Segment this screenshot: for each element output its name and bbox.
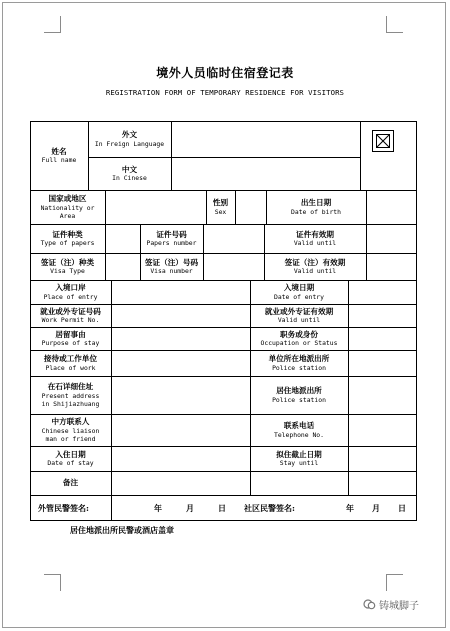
present-address-field[interactable] [111, 376, 250, 414]
visa-valid-label [264, 253, 366, 280]
nationality-field[interactable] [105, 190, 206, 224]
remarks-label-cn: 备注 [62, 478, 79, 488]
occupation-label-cn: 职务或身份 [280, 329, 318, 339]
paper-valid-label-en: Valid until [293, 239, 337, 248]
stay-date-field[interactable] [111, 446, 250, 471]
nationality-label-cn: 国家或地区 [48, 194, 87, 204]
nationality-label-en-line1: Nationality or [40, 203, 95, 212]
signature-row [30, 495, 416, 520]
permit-valid-label-cn: 就业或外专证有效期 [264, 306, 334, 316]
work-place-field[interactable] [111, 350, 250, 376]
visa-number-label-cn: 签证（注）号码 [144, 257, 199, 267]
purpose-label [30, 327, 111, 350]
visa-number-field[interactable] [203, 253, 264, 280]
name-label-cn: 姓名 [51, 146, 67, 156]
visa-type-label-cn: 签证（注）种类 [40, 257, 95, 267]
work-police-station-label [250, 350, 348, 376]
crop-mark-bottom-right [386, 574, 403, 591]
paper-number-field[interactable] [203, 224, 264, 253]
telephone-label-en: Telephone No. [273, 430, 325, 439]
occupation-label-en: Occupation or Status [260, 339, 338, 348]
visa-type-label-en: Visa Type [50, 267, 85, 276]
work-police-station-label-en: Police station [272, 363, 326, 372]
name-label [30, 121, 88, 190]
entry-port-label [30, 280, 111, 304]
photo-icon [376, 134, 390, 148]
chinese-name-label [88, 157, 171, 190]
foreign-police-year: 年 [154, 502, 162, 513]
visa-number-label-en: Visa number [150, 267, 193, 276]
date-of-birth-field[interactable] [366, 190, 416, 224]
liaison-label-en-line2: man or friend [45, 434, 96, 443]
crop-mark-top-left [44, 16, 61, 33]
foreign-name-field[interactable] [171, 121, 360, 157]
community-police-month: 月 [372, 502, 380, 513]
residence-police-label [250, 376, 348, 414]
sex-label [206, 190, 235, 224]
entry-port-label-cn: 入境口岸 [55, 283, 86, 293]
form-title-english: REGISTRATION FORM OF TEMPORARY RESIDENCE FOR VISITORS [105, 88, 345, 97]
remarks-label [30, 471, 111, 495]
visa-number-label [140, 253, 203, 280]
work-permit-label-cn: 就业或外专证号码 [40, 306, 101, 316]
watermark-text: 铸城脚子 [379, 601, 419, 612]
date-of-birth-label [266, 190, 366, 224]
stamp-note: 居住地派出所民警或酒店盖章 [70, 525, 174, 535]
foreign-language-label-cn: 外文 [121, 130, 138, 140]
work-place-label [30, 350, 111, 376]
permit-valid-label [250, 304, 348, 327]
stay-date-label-en: Date of stay [47, 459, 94, 468]
entry-date-label [250, 280, 348, 304]
foreign-police-month: 月 [186, 502, 194, 513]
liaison-field[interactable] [111, 414, 250, 446]
registration-form-table [30, 121, 417, 521]
name-label-en: Full name [41, 156, 77, 165]
telephone-field[interactable] [348, 414, 416, 446]
foreign-police-day: 日 [218, 502, 226, 513]
community-police-year: 年 [346, 502, 354, 513]
present-address-label-en-line1: Present address [41, 391, 100, 400]
community-police-day: 日 [398, 502, 406, 513]
work-permit-field[interactable] [111, 304, 250, 327]
entry-port-field[interactable] [111, 280, 250, 304]
paper-number-label-cn: 证件号码 [156, 229, 187, 239]
wechat-logo-icon [363, 598, 376, 611]
residence-police-label-cn: 居住地派出所 [276, 386, 322, 396]
nationality-label [30, 190, 105, 224]
present-address-label-cn: 在石详细住址 [47, 382, 94, 392]
purpose-label-cn: 居留事由 [55, 329, 86, 339]
date-of-birth-label-cn: 出生日期 [300, 198, 332, 208]
work-permit-label [30, 304, 111, 327]
visa-valid-label-en: Valid until [293, 267, 337, 276]
entry-date-label-en: Date of entry [273, 292, 325, 301]
paper-number-label-en: Papers number [146, 239, 197, 248]
foreign-language-label [88, 121, 171, 157]
chinese-name-label-cn: 中文 [121, 164, 138, 174]
nationality-label-en-line2: Area [59, 211, 76, 220]
date-of-birth-label-en: Date of birth [290, 207, 342, 216]
work-police-station-field[interactable] [348, 350, 416, 376]
entry-port-label-en: Place of entry [43, 292, 98, 301]
visa-type-field[interactable] [105, 253, 140, 280]
chinese-name-field[interactable] [171, 157, 360, 190]
purpose-label-en: Purpose of stay [41, 339, 100, 348]
visa-type-label [30, 253, 105, 280]
stay-until-label-cn: 拟住截止日期 [276, 449, 322, 459]
stay-until-field[interactable] [348, 446, 416, 471]
residence-police-label-en: Police station [272, 395, 326, 404]
paper-type-label-cn: 证件种类 [52, 229, 83, 239]
residence-police-field[interactable] [348, 376, 416, 414]
sex-field[interactable] [235, 190, 266, 224]
crop-mark-top-right [386, 16, 403, 33]
visa-valid-label-cn: 签证（注）有效期 [284, 257, 346, 267]
present-address-label [30, 376, 111, 414]
stay-date-label-cn: 入住日期 [55, 449, 86, 459]
photo-placeholder [372, 130, 394, 152]
paper-type-label-en: Type of papers [40, 239, 95, 248]
chinese-name-label-en: In Cinese [112, 174, 147, 183]
occupation-field[interactable] [348, 327, 416, 350]
work-permit-label-en: Work Permit No. [41, 316, 100, 325]
paper-valid-label-cn: 证件有效期 [296, 229, 334, 239]
permit-valid-field[interactable] [348, 304, 416, 327]
work-place-label-en: Place of work [45, 363, 96, 372]
telephone-label [250, 414, 348, 446]
watermark [363, 597, 419, 612]
liaison-label-en-line1: Chinese liaison [41, 426, 100, 435]
liaison-label [30, 414, 111, 446]
permit-valid-label-en: Valid until [277, 316, 321, 325]
work-police-station-label-cn: 单位所在地派出所 [268, 354, 330, 364]
foreign-police-signature-label: 外管民警签名: [38, 502, 89, 513]
stay-until-label [250, 446, 348, 471]
stay-until-label-en: Stay until [279, 459, 319, 468]
occupation-label [250, 327, 348, 350]
paper-type-field[interactable] [105, 224, 140, 253]
paper-type-label [30, 224, 105, 253]
sex-label-en: Sex [214, 207, 227, 216]
entry-date-field[interactable] [348, 280, 416, 304]
liaison-label-cn: 中方联系人 [51, 417, 90, 427]
purpose-field[interactable] [111, 327, 250, 350]
remarks-field[interactable] [111, 471, 416, 495]
paper-valid-label [264, 224, 366, 253]
sex-label-cn: 性别 [212, 198, 229, 208]
foreign-language-label-en: In Freign Language [94, 139, 165, 148]
community-police-signature-label: 社区民警签名: [244, 502, 295, 513]
work-place-label-cn: 接待或工作单位 [43, 354, 98, 364]
stay-date-label [30, 446, 111, 471]
visa-valid-field[interactable] [366, 253, 416, 280]
entry-date-label-cn: 入境日期 [283, 283, 315, 293]
present-address-label-en-line2: in Shijiazhuang [41, 399, 100, 408]
telephone-label-cn: 联系电话 [283, 421, 315, 431]
paper-valid-field[interactable] [366, 224, 416, 253]
form-title-chinese: 境外人员临时住宿登记表 [156, 66, 294, 80]
paper-number-label [140, 224, 203, 253]
crop-mark-bottom-left [44, 574, 61, 591]
